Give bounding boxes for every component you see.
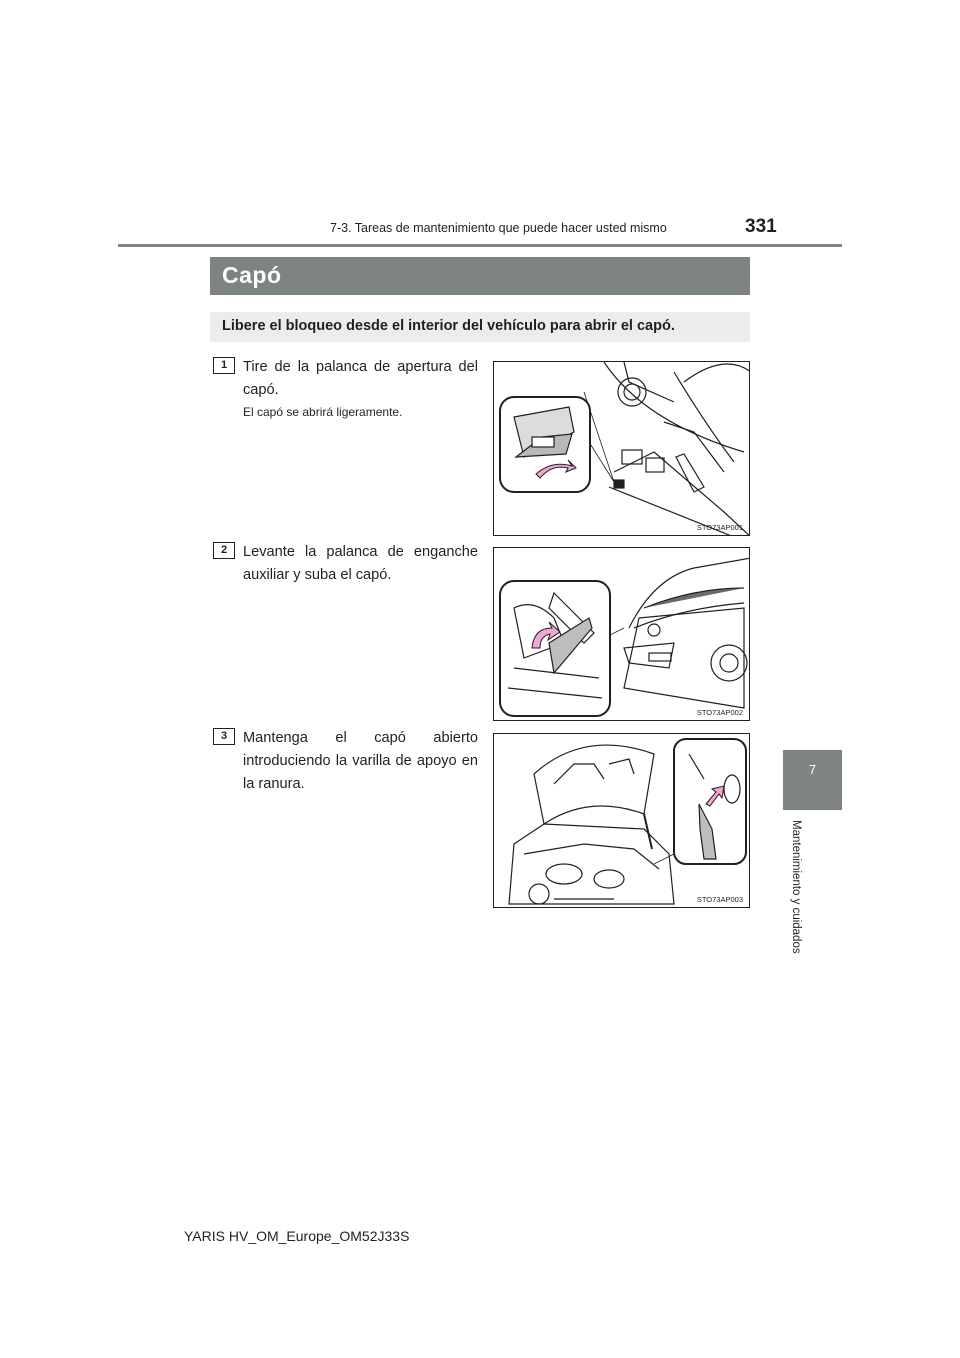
step-2-illustration — [493, 547, 750, 721]
header-rule — [118, 244, 842, 247]
page-number: 331 — [745, 216, 777, 237]
step-1-illustration — [493, 361, 750, 536]
chapter-tab-label: Mantenimiento y cuidados — [790, 820, 802, 954]
step-3-text: Mantenga el capó abierto introduciendo la varilla de apoyo en la ranura. — [243, 730, 478, 792]
running-header-title: 7-3. Tareas de mantenimiento que puede hacer usted mismo — [330, 221, 667, 235]
figure-code: STO73AP002 — [696, 708, 743, 717]
figure-code: STO73AP003 — [696, 895, 743, 904]
step-2-text: Levante la palanca de enganche auxiliar y suba el capó. — [243, 544, 478, 583]
hood-support-rod-drawing — [494, 734, 750, 908]
step-1-note: El capó se abrirá ligeramente. — [243, 405, 403, 419]
chapter-tab-number: 7 — [808, 762, 817, 777]
step-number-badge: 1 — [213, 357, 235, 374]
footer-doc-id: YARIS HV_OM_Europe_OM52J33S — [184, 1228, 410, 1244]
hood-release-lever-drawing — [494, 362, 750, 536]
step-3-illustration — [493, 733, 750, 908]
intro-text: Libere el bloqueo desde el interior del vehículo para abrir el capó. — [222, 318, 675, 334]
step-number-badge: 3 — [213, 728, 235, 745]
figure-code: STO73AP001 — [696, 523, 743, 532]
hood-latch-drawing — [494, 548, 750, 721]
step-number-badge: 2 — [213, 542, 235, 559]
section-title-bar — [210, 257, 750, 295]
step-1-text: Tire de la palanca de apertura del capó. — [243, 359, 478, 398]
chapter-tab — [783, 750, 842, 810]
section-title: Capó — [222, 262, 282, 288]
